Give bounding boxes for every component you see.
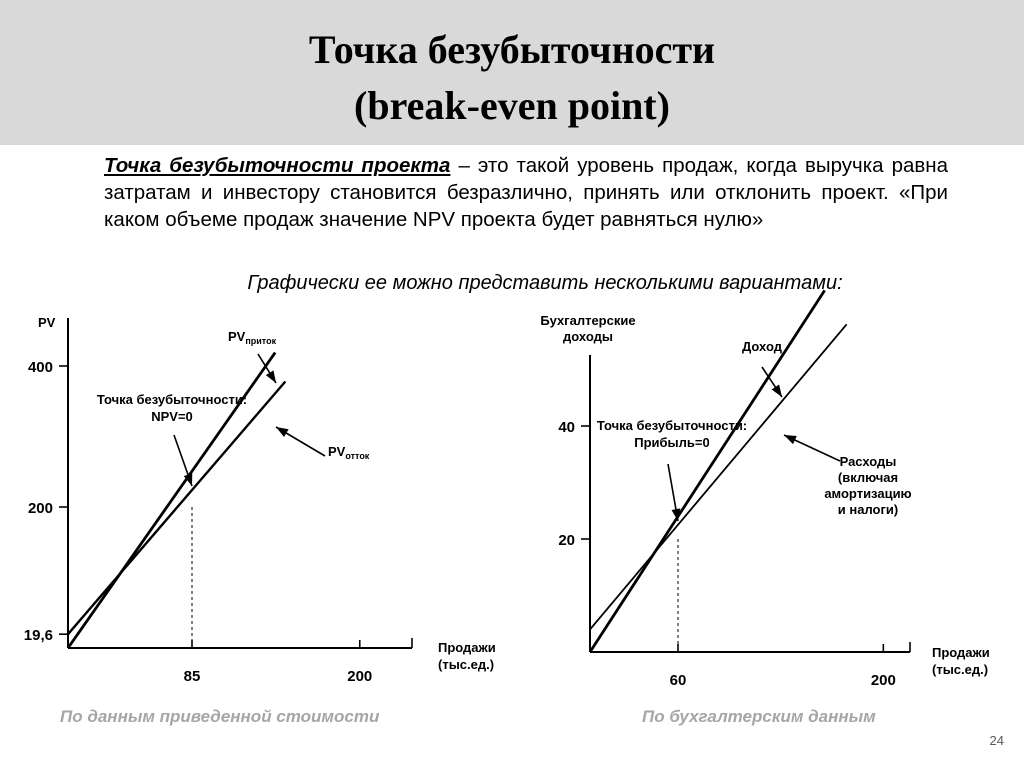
- chart2-series-label: Доход: [742, 339, 782, 354]
- slide-title: Точка безубыточности: [308, 27, 716, 72]
- page-number: 24: [989, 733, 1004, 748]
- chart2-series-arrow-head: [784, 435, 797, 444]
- chart1-y-axis-label: PV: [38, 315, 56, 330]
- chart2-series-line: [590, 324, 847, 629]
- chart2-y-axis-label: Бухгалтерские доходы: [540, 313, 636, 344]
- chart1-series-arrow-head: [276, 427, 289, 437]
- chart2-series-arrow-head: [772, 385, 782, 397]
- chart2-series-line: [590, 290, 825, 652]
- definition-term: Точка безубыточности проекта: [104, 154, 451, 177]
- chart2-x-tick-label: 60: [669, 672, 687, 689]
- chart1-x-axis-label: Продажи (тыс.ед.): [438, 640, 496, 672]
- chart1-y-tick-label: 200: [27, 500, 53, 517]
- chart1-x-tick-label: 85: [183, 668, 201, 685]
- chart1-break-even-label: Точка безубыточности: NPV=0: [96, 392, 248, 424]
- chart1-series-label: $PV_{отток}$: [328, 444, 370, 461]
- chart1-y-tick-label: 19,6: [23, 627, 53, 645]
- slide-title-english: (break-even point): [354, 83, 670, 128]
- right-chart-caption: По бухгалтерским данным: [642, 707, 876, 726]
- chart2-break-even-label: Точка безубыточности: Прибыль=0: [596, 418, 748, 450]
- left-chart-caption: По данным приведенной стоимости: [60, 707, 380, 726]
- chart1-series-arrow-head: [266, 370, 276, 383]
- definition-text: – это такой уровень продаж, когда выручка равна затратам и инвестору становится безразлично, принять или отклонить проект. «При каком объеме продаж значение NPV проекта будет равняться нулю»: [104, 154, 948, 231]
- chart2-x-tick-label: 200: [870, 672, 896, 689]
- chart-intro: Графически ее можно представить несколькими вариантами:: [247, 272, 843, 294]
- chart1-x-tick-label: 200: [347, 668, 373, 685]
- chart2-x-axis-label: Продажи (тыс.ед.): [932, 645, 990, 677]
- chart1-series-label: $PV_{приток}$: [228, 329, 277, 346]
- chart2-y-tick-label: 20: [558, 532, 575, 549]
- chart1-y-tick-label: 400: [27, 359, 53, 376]
- chart2-series-label: Расходы (включая амортизацию и налоги): [824, 454, 912, 517]
- chart2-y-tick-label: 40: [558, 419, 575, 436]
